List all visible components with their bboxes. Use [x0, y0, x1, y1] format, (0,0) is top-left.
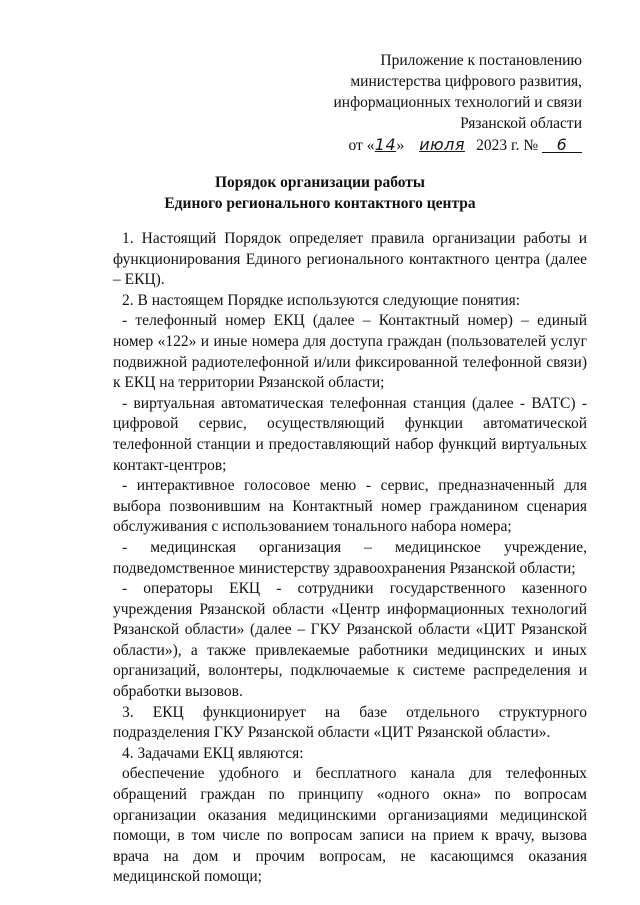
- title-line-1: Порядок организации работы: [214, 174, 426, 191]
- handwritten-number: 6: [542, 137, 582, 153]
- paragraph-3: 3. ЕКЦ функционирует на базе отдельного структурного подразделения ГКУ Рязанской области «ЦИТ Рязанской области».: [113, 703, 587, 742]
- task-item-1: обеспечение удобного и бесплатного канала для телефонных обращений граждан по принципу «одного окна» по вопросам организации оказания медицинскими организациями медицинской помощи, в том числе по вопросам записи на прием к врачу, вызова врача на дом и прочим вопросам, не касающимся оказания медицинской помощи;: [113, 765, 587, 886]
- handwritten-month: июля: [419, 135, 465, 154]
- appendix-line-2: министерства цифрового развития,: [350, 73, 582, 90]
- definition-ivr: - интерактивное голосовое меню - сервис, предназначенный для выбора позвонившим на Контактный номер гражданином сценария обслуживания с использованием тонального набора номера;: [113, 477, 587, 536]
- appendix-line-3: информационных технологий и связи: [333, 94, 582, 111]
- title-line-2: Единого регионального контактного центра: [164, 195, 476, 212]
- document-title: [0, 172, 640, 214]
- date-year-suffix: 2023 г. №: [476, 137, 539, 154]
- definition-vats: - виртуальная автоматическая телефонная станция (далее - ВАТС) - цифровой сервис, осуществляющий функции автоматической телефонной станции и предоставляющий набор функций виртуальных контакт-центров;: [113, 394, 587, 474]
- paragraph-2: 2. В настоящем Порядке используются следующие понятия:: [122, 291, 521, 309]
- appendix-line-4: Рязанской области: [460, 115, 582, 132]
- definition-contact-number: - телефонный номер ЕКЦ (далее – Контактный номер) – единый номер «122» и иные номера для доступа граждан (пользователей услуг подвижной радиотелефонной и/или фиксированной телефонной связи) к ЕКЦ на территории Рязанской области;: [113, 312, 587, 392]
- handwritten-day: 14: [374, 135, 397, 154]
- date-prefix: от «: [348, 137, 375, 154]
- definition-operators: - операторы ЕКЦ - сотрудники государственного казенного учреждения Рязанской области «Центр информационных технологий Рязанской области» (далее – ГКУ Рязанской области «ЦИТ Рязанской области»), а также привлекаемые работники медицинских и иных организаций, волонтеры, подключаемые к системе распределения и обработки вызовов.: [113, 580, 587, 701]
- paragraph-1: 1. Настоящий Порядок определяет правила организации работы и функционирования Единого регионального контактного центра (далее – ЕКЦ).: [113, 230, 587, 289]
- appendix-line-1: Приложение к постановлению: [380, 52, 582, 69]
- paragraph-4: 4. Задачами ЕКЦ являются:: [122, 744, 304, 762]
- appendix-date-line: [333, 134, 582, 156]
- definition-medical-org: - медицинская организация – медицинское учреждение, подведомственное министерству здравоохранения Рязанской области;: [113, 538, 587, 577]
- document-body: [113, 229, 587, 888]
- date-day-close: »: [396, 137, 405, 154]
- appendix-header: [333, 50, 582, 156]
